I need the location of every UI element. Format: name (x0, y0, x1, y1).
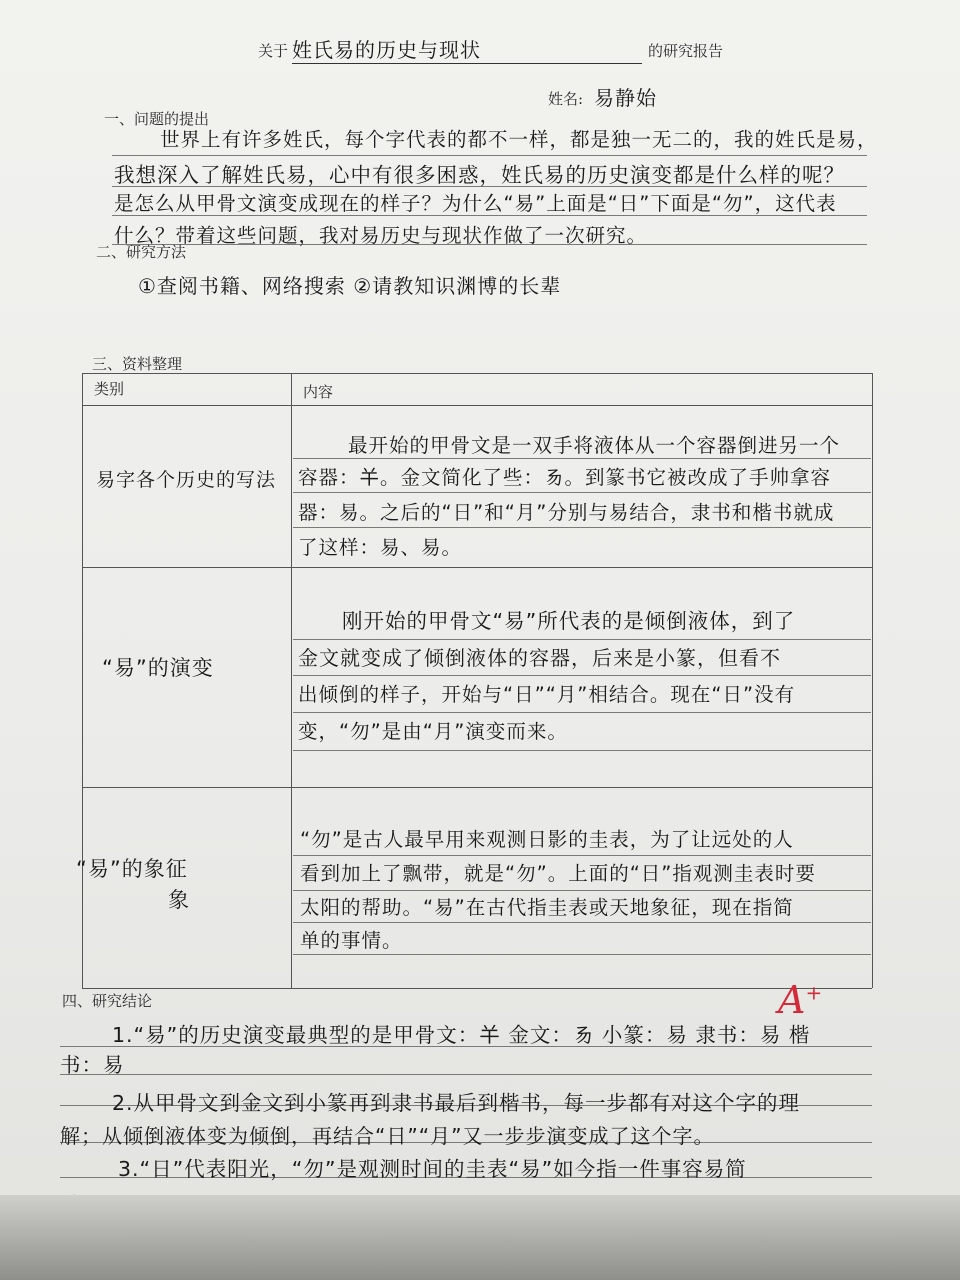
row1-line-2: 容器：𢆉。金文简化了些：𠃓。到篆书它被改成了手帅拿容 (298, 466, 832, 489)
column-header-category: 类别 (94, 380, 125, 398)
section1-title: 一、问题的提出 (104, 110, 210, 128)
grade-plus: + (805, 980, 823, 1005)
row1-category: 易字各个历史的写法 (96, 469, 277, 491)
section2-content: ①查阅书籍、网络搜索 ②请教知识渊博的长辈 (138, 274, 562, 298)
section2-title: 二、研究方法 (96, 243, 187, 261)
conclusion-line-1: 1.“易”的历史演变最典型的是甲骨文：𢆉 金文：𠃓 小篆：易 隶书：易 楷 (112, 1023, 811, 1047)
row3-line-2: 看到加上了飘带，就是“勿”。上面的“日”指观测圭表时要 (300, 862, 816, 885)
row2-category: “易”的演变 (102, 656, 214, 680)
grade-mark (778, 978, 822, 1022)
row3-category: “易”的象征 (76, 857, 188, 881)
report-topic-text: 姓氏易的历史与现状 (292, 38, 481, 62)
row3-line-4: 单的事情。 (300, 929, 403, 952)
row1-line-3: 器：易。之后的“日”和“月”分别与易结合，隶书和楷书就成 (298, 501, 835, 524)
section1-line-4: 什么？带着这些问题，我对易历史与现状作做了一次研究。 (114, 224, 648, 247)
row2-line-4: 变，“勿”是由“月”演变而来。 (298, 720, 568, 743)
row1-line-1: 最开始的甲骨文是一双手将液体从一个容器倒进另一个 (348, 434, 841, 457)
row1-line-4: 了这样：易、易。 (298, 536, 463, 559)
section1-line-3: 是怎么从甲骨文演变成现在的样子？为什么“易”上面是“日”下面是“勿”，这代表 (114, 192, 837, 215)
section1-line-1: 世界上有许多姓氏，每个字代表的都不一样，都是独一无二的，我的姓氏是易， (160, 128, 878, 151)
grade-letter: A (778, 978, 806, 1022)
row3-line-1: “勿”是古人最早用来观测日影的圭表，为了让远处的人 (300, 828, 794, 851)
report-topic (292, 34, 642, 64)
conclusion-line-2: 书：易 (60, 1053, 125, 1077)
row2-line-3: 出倾倒的样子，开始与“日”“月”相结合。现在“日”没有 (298, 683, 796, 706)
section3-title: 三、资料整理 (92, 355, 183, 373)
section1-line-2: 我想深入了解姓氏易，心中有很多困惑，姓氏易的历史演变都是什么样的呢？ (114, 163, 845, 187)
ruled-line (112, 155, 867, 156)
title-suffix: 的研究报告 (648, 42, 724, 60)
conclusion-line-4: 解；从倾倒液体变为倾倒，再结合“日”“月”又一步步演变成了这个字。 (60, 1124, 715, 1148)
row3-category-tail: 象 (168, 888, 190, 912)
column-header-content: 内容 (303, 383, 334, 401)
name-value: 易静始 (594, 86, 657, 110)
row2-line-1: 刚开始的甲骨文“易”所代表的是倾倒液体，到了 (342, 609, 796, 633)
row2-line-2: 金文就变成了倾倒液体的容器，后来是小篆，但看不 (298, 646, 781, 670)
conclusion-line-5: 3.“日”代表阳光，“勿”是观测时间的圭表“易”如今指一件事容易简 (118, 1157, 747, 1181)
row3-line-3: 太阳的帮助。“易”在古代指圭表或天地象征，现在指简 (300, 896, 794, 919)
section4-title: 四、研究结论 (62, 992, 153, 1010)
conclusion-line-3: 2.从甲骨文到金文到小篆再到隶书最后到楷书，每一步都有对这个字的理 (112, 1091, 801, 1115)
binding-edge (0, 1195, 960, 1280)
title-prefix: 关于 (258, 42, 289, 60)
name-label: 姓名: (548, 90, 584, 108)
